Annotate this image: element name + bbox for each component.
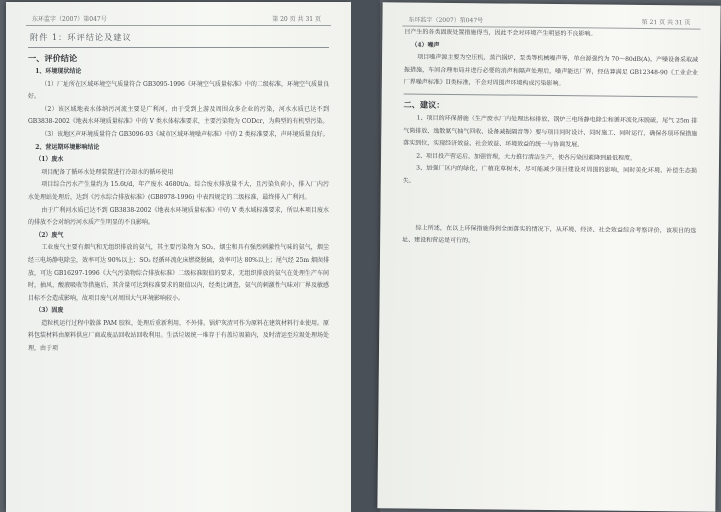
title-rule xyxy=(28,47,329,48)
solid-waste-para: 造粒机运行过程中散落 PAM 胶粒，处理后重新利用，不外排。锅炉灰渣可作为原料在建筑材料行业使用。原料包装材料由原料供应厂商或废品回收站回收利用。生活垃圾统一堆存于有盖垃圾箱内，及时清运至垃圾处理场处理，由于项 xyxy=(28,319,329,353)
noise-heading: （4）噪声 xyxy=(411,41,440,49)
right-document-page xyxy=(377,2,720,512)
noise-para: 项目噪声源主要为空压机、蒸汽锅炉、泵类等机械噪声等，单台源强约为 70～80dB(A)，产噪设备采取减振措施，车间合理布局并进行必要的消声和隔声处理后，噪声能达厂界，经估算满足 GB12348-90《工业企业厂界噪声标准》II类标准，不会对周围声环境构成污染影响。 xyxy=(403,53,699,88)
wastewater-para-2: 项目综合污水产生量约为 15.6t/d，年产废水 4680t/a。综合废水排放量不大，且污染负荷小，排入厂内污水处理站处理后，达到《污水综合排放标准》(GB8978-1996) 中表四规定的二级标准，最终排入广利河。 xyxy=(28,181,329,201)
wastewater-para-1: 项目配备了循环水处理装置进行冷却水的循环使用 xyxy=(41,168,174,176)
status-item-1: （1）厂址所在区域环境空气质量符合 GB3095-1996《环境空气质量标准》中的二级标准，环境空气质量良好。 xyxy=(28,80,329,101)
suggestion-2: 2、项目投产营运后，加强管理，大力推行清洁生产，使各污染因素降到最低程度。 xyxy=(416,152,637,162)
suggestion-3: 3、加强厂区内的绿化，广植花草树木，尽可能减少项目建设对周围的影响，同时美化环境、补偿生态损失。 xyxy=(402,164,697,185)
left-header-pagenumber: 第 20 页 共 31 页 xyxy=(272,16,321,23)
conclusion-para: 综上所述，在以上环保措施得到全面落实的情况下，从环境、经济、社会效益综合考察评价，该项目的选址、建设和营运是可行的。 xyxy=(402,224,697,245)
suggestion-heading: 二、建议： xyxy=(403,99,445,110)
gas-para: 工业废气主要有烟气和无组织排放的氨气，其主要污染物为 SO₂、烟尘和具有强烈刺激性气味的氨气，烟尘经三电场静电除尘，效率可达 90%以上；SO₂ 经循环流化床燃烧脱硫，效率可达 80%以上；尾气经 25m 烟囱排放，可达 GB16297-1996《大气污染物综合排放标准》二级标准限值的要求，无组织排放的氨气在处理生产车间时，抽风、酸液吸收等措施后，其含量可达到标准要求的限值以内，经类比调查，氨气的刺激性气味对厂界及敏感目标不会造成影响，故项目废气对周围大气环境影响较小。 xyxy=(28,244,329,302)
section-heading-conclusions: 一、评价结论 xyxy=(28,53,78,63)
gas-heading: （2）废气 xyxy=(35,231,64,239)
wastewater-para-3: 由于广利河水质已达不到 GB3838-2002《地表水环境质量标准》中的 V 类水域标准要求，所以本项目废水的排放不会对纳污河水质产生明显的不良影响。 xyxy=(28,206,329,227)
left-content xyxy=(28,28,329,356)
book-gutter xyxy=(351,0,380,512)
right-header-docnumber: 东环监字（2007）第047号 xyxy=(408,16,484,25)
left-header-docnumber: 东环监字（2007）第047号 xyxy=(32,16,107,23)
impact-heading: 2、营运期环境影响结论 xyxy=(35,143,100,151)
carryover-text: 目产生的各类固废处置措施得当，因此不会对环境产生明显的不良影响。 xyxy=(404,28,597,38)
status-heading: 1、环境现状结论 xyxy=(35,68,82,75)
left-document-page xyxy=(6,2,351,512)
wastewater-heading: （1）废水 xyxy=(35,156,64,164)
right-content xyxy=(402,26,698,250)
solid-waste-heading: （3）固废 xyxy=(35,307,64,315)
appendix-title: 附件 1：环评结论及建议 xyxy=(30,32,132,42)
status-item-2: （2）该区域地表水体纳污河流主要是广利河，由于受到上游及周围众多企业的污染，河水水质已达不到 GB3838-2002《地表水环境质量标准》中的 V 类水体标准要求，主要污染物为 CODcr，为典型的有机型污染。 xyxy=(28,105,329,126)
right-header-pagenumber: 第 21 页 共 31 页 xyxy=(641,18,691,27)
left-header-rule xyxy=(26,25,331,26)
suggestion-1: 1、项目的环保措施（生产废水厂内处理达标排放、锅炉三电场静电除尘和循环流化床脱硫，尾气 25m 排气筒排放、逸散氨气抽气回收、设备减振隔音等）要与项目同时设计、同时施工、同时运行，确保各项环保措施落实到位，实现经济效益、社会效益、环境效益的统一与协调发展。 xyxy=(403,114,698,149)
status-item-3: （3）该地区声环境质量符合 GB3096-93《城市区域环境噪声标准》中的 2 类标准要求，声环境质量良好。 xyxy=(41,130,329,138)
